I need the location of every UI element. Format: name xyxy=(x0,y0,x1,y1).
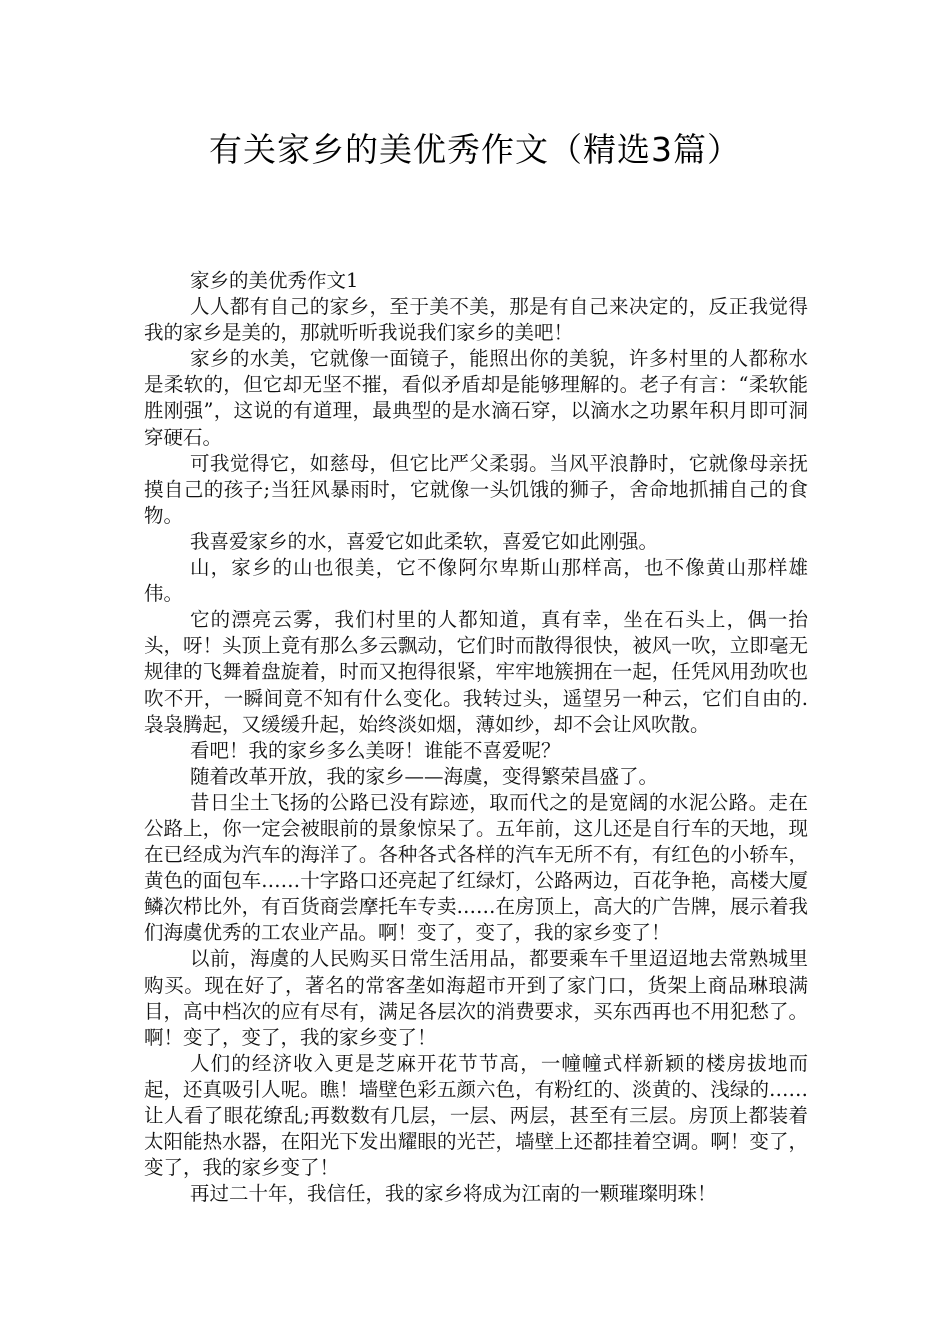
paragraph: 我喜爱家乡的水，喜爱它如此柔软，喜爱它如此刚强。 xyxy=(190,529,659,553)
paragraph: 可我觉得它，如慈母，但它比严父柔弱。当风平浪静时，它就像母亲抚摸自己的孩子;当狂风暴雨时，它就像一头饥饿的狮子，舍命地抓捕自己的食物。 xyxy=(144,451,808,527)
paragraph: 家乡的水美，它就像一面镜子，能照出你的美貌，许多村里的人都称水是柔软的，但它却无坚不摧，看似矛盾却是能够理解的。老子有言：“柔软能胜刚强”，这说的有道理，最典型的是水滴石穿，以滴水之功累年积月即可洞穿硬石。 xyxy=(144,347,808,449)
paragraph: 山，家乡的山也很美，它不像阿尔卑斯山那样高，也不像黄山那样雄伟。 xyxy=(144,556,808,606)
paragraph: 随着改革开放，我的家乡——海虞，变得繁荣昌盛了。 xyxy=(190,764,659,788)
document-body xyxy=(144,268,808,1207)
paragraph: 昔日尘土飞扬的公路已没有踪迹，取而代之的是宽阔的水泥公路。走在公路上，你一定会被眼前的景象惊呆了。五年前，这儿还是自行车的天地，现在已经成为汽车的海洋了。各种各式各样的汽车无所不有，有红色的小轿车，黄色的面包车……十字路口还亮起了红绿灯，公路两边，百花争艳，高楼大厦鳞次栉比外，有百货商尝摩托车专卖……在房顶上，高大的广告牌，展示着我们海虞优秀的工农业产品。啊！变了，变了，我的家乡变了！ xyxy=(144,790,808,945)
section-heading: 家乡的美优秀作文1 xyxy=(190,269,359,292)
paragraph: 人们的经济收入更是芝麻开花节节高，一幢幢式样新颖的楼房拔地而起，还真吸引人呢。瞧！墙壁色彩五颜六色，有粉红的、淡黄的、浅绿的……让人看了眼花缭乱;再数数有几层，一层、两层，甚至有三层。房顶上都装着太阳能热水器，在阳光下发出耀眼的光芒，墙壁上还都挂着空调。啊！变了，变了，我的家乡变了！ xyxy=(144,1051,808,1180)
paragraph: 看吧！我的家乡多么美呀！谁能不喜爱呢？ xyxy=(190,738,561,762)
document-title: 有关家乡的美优秀作文（精选3篇） xyxy=(209,130,741,169)
paragraph: 人人都有自己的家乡，至于美不美，那是有自己来决定的，反正我觉得我的家乡是美的，那就听听我说我们家乡的美吧！ xyxy=(144,295,808,345)
paragraph: 以前，海虞的人民购买日常生活用品，都要乘车千里迢迢地去常熟城里购买。现在好了，著名的常客垄如海超市开到了家门口，货架上商品琳琅满目，高中档次的应有尽有，满足各层次的消费要求，买东西再也不用犯愁了。啊！变了，变了，我的家乡变了！ xyxy=(144,947,808,1049)
paragraph: 它的漂亮云雾，我们村里的人都知道，真有幸，坐在石头上，偶一抬头，呀！头顶上竟有那么多云飘动，它们时而散得很快，被风一吹，立即毫无规律的飞舞着盘旋着，时而又抱得很紧，牢牢地簇拥在一起，任凭风用劲吹也吹不开，一瞬间竟不知有什么变化。我转过头，遥望另一种云，它们自由的.袅袅腾起，又缓缓升起，始终淡如烟，薄如纱，却不会让风吹散。 xyxy=(144,608,808,736)
paragraph: 再过二十年，我信任，我的家乡将成为江南的一颗璀璨明珠！ xyxy=(190,1182,717,1206)
